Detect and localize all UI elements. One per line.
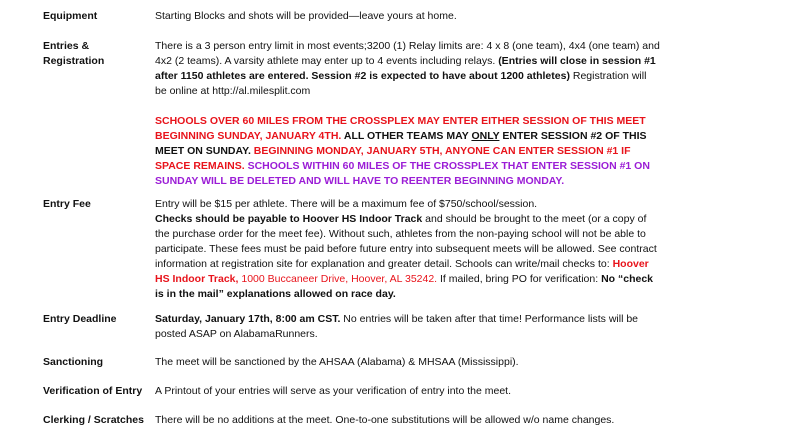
entries-registration-url: Registration will be online at http://al.milesplit.com [155, 70, 647, 97]
entry-fee-warning: No “check is in the mail” explanations allowed on race day. [155, 273, 654, 300]
entry-deadline-note: No entries will be taken after that time! Performance lists will be posted ASAP on AlabamaRunners. [155, 313, 639, 340]
entry-fee-mailed: If mailed, bring PO for verification: [437, 273, 602, 285]
verification-label: Verification of Entry [43, 385, 143, 397]
entries-notice-only: ONLY [471, 130, 500, 142]
equipment-label: Equipment [43, 10, 98, 22]
entries-notice-black-1: ALL OTHER TEAMS MAY [341, 130, 472, 142]
entry-deadline-text [155, 312, 660, 342]
verification-text: A Printout of your entries will serve as your verification of entry into the meet. [155, 385, 511, 397]
entry-fee-amount: Entry will be $15 per athlete. There will be a maximum fee of $750/school/session. [155, 198, 538, 210]
entries-notice-red-2: BEGINNING MONDAY, JANUARY 5TH, ANYONE CAN ENTER SESSION #1 IF SPACE REMAINS. [155, 145, 631, 172]
entries-label: Entries & Registration [43, 40, 105, 67]
entries-notice-black-2: ENTER SESSION #2 OF THIS MEET ON SUNDAY. [155, 130, 647, 157]
sanctioning-label: Sanctioning [43, 356, 104, 368]
entries-close-note: (Entries will close in session #1 after 1150 athletes are entered. Session #2 is expected to have about 1200 athletes) [155, 55, 656, 82]
entry-fee-label: Entry Fee [43, 198, 91, 210]
entry-fee-details: and should be brought to the meet (or a copy of the purchase order for the meet fee). Without such, athletes from the non-paying school will not be able to participate. These fees must be paid before future entry into subsequent meets will be allowed. See contract information at registration site for explanation and greater detail. Schools can write/mail checks to: [155, 213, 657, 270]
entries-limits-text: There is a 3 person entry limit in most events;3200 (1) Relay limits are: 4 x 8 (one team), 4x4 (one team) and 4x2 (2 teams). A varsity athlete may enter up to 4 events including relays. [155, 40, 660, 67]
entry-fee-address: 1000 Buccaneer Drive, Hoover, AL 35242. [238, 273, 438, 285]
entries-text [155, 39, 660, 189]
entry-fee-payable: Checks should be payable to Hoover HS Indoor Track [155, 213, 423, 225]
entries-notice-purple: SCHOOLS WITHIN 60 MILES OF THE CROSSPLEX THAT ENTER SESSION #1 ON SUNDAY WILL BE DELETED AND WILL HAVE TO REENTER BEGINNING MONDAY. [155, 160, 650, 187]
clerking-label: Clerking / Scratches [43, 414, 144, 426]
entries-paragraph-2 [155, 114, 660, 189]
entry-fee-text [155, 197, 660, 302]
entries-notice-red-1: SCHOOLS OVER 60 MILES FROM THE CROSSPLEX MAY ENTER EITHER SESSION OF THIS MEET BEGINNING SUNDAY, JANUARY 4TH. [155, 115, 646, 142]
entry-fee-paragraph [155, 197, 660, 302]
equipment-text: Starting Blocks and shots will be provided—leave yours at home. [155, 10, 457, 22]
sanctioning-text: The meet will be sanctioned by the AHSAA (Alabama) & MHSAA (Mississippi). [155, 356, 519, 368]
entries-paragraph-1 [155, 39, 660, 99]
entry-fee-payee: Hoover HS Indoor Track, [155, 258, 649, 285]
entry-deadline-date: Saturday, January 17th, 8:00 am CST. [155, 313, 341, 325]
clerking-text: There will be no additions at the meet. One-to-one substitutions will be allowed w/o name changes. [155, 414, 615, 426]
entry-deadline-label: Entry Deadline [43, 313, 117, 325]
